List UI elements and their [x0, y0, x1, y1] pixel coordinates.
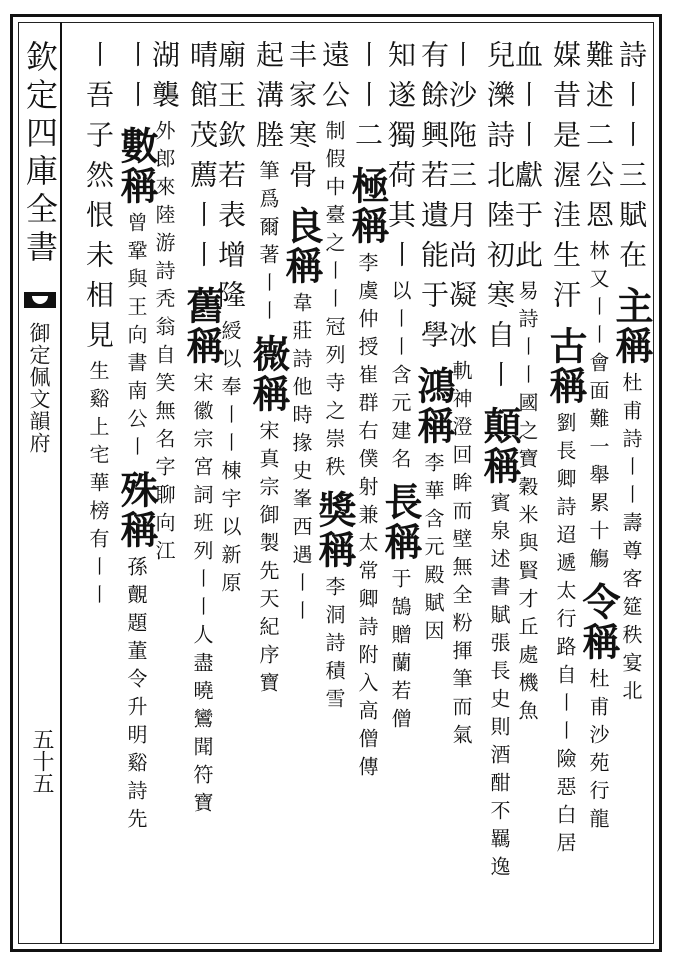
- entry-text: 知遂獨荷其〡: [384, 40, 417, 280]
- entry-text: 詩〡〡三賦在: [615, 40, 648, 280]
- entry-heading: 良稱: [279, 206, 324, 286]
- text-column: [82, 40, 115, 612]
- entry-heading: 令稱: [576, 582, 621, 662]
- text-column: [114, 40, 159, 836]
- entry-text: 以〡〡含元建名: [388, 280, 412, 476]
- text-column: [180, 40, 225, 820]
- entry-heading: 舊稱: [180, 286, 225, 366]
- entry-heading: 主稱: [609, 286, 654, 366]
- work-title: 御定佩文韻府: [27, 322, 51, 454]
- entry-text: 詩附入高僧傳: [355, 616, 379, 784]
- entry-text: 晴館茂薦〡〡: [186, 40, 219, 280]
- entry-text: 韋莊詩他時掾史: [289, 292, 313, 488]
- entry-heading: 顛稱: [477, 406, 522, 486]
- fish-tail-mark-icon: [24, 292, 56, 308]
- text-column: [378, 40, 423, 736]
- entry-heading: 古稱: [543, 326, 588, 406]
- entry-text: 〡沙陁三月尚凝冰: [445, 40, 478, 360]
- entry-text: 杜甫沙苑行龍: [586, 668, 610, 836]
- book-title: 欽定四庫全書: [21, 40, 59, 268]
- entry-text: 林又〡〡會面難一舉累十觴: [586, 240, 610, 576]
- entry-heading: 殊稱: [114, 470, 159, 550]
- page-number: 五十五: [29, 728, 54, 794]
- entry-text: 廟王欽若表增隆: [214, 40, 247, 320]
- text-column: [345, 40, 390, 784]
- entry-text: 劉長卿詩迢遞太行路自〡〡險惡白居: [553, 412, 577, 860]
- entry-text: 軌神澄回眸而壁無全粉揮筆而氣: [449, 360, 473, 752]
- entry-text: 〡〡二: [351, 40, 384, 160]
- entry-text: 孫覿題董令升明谿詩先: [124, 556, 148, 836]
- entry-text: 制假中臺之〡〡冠列寺之崇秩: [322, 120, 346, 484]
- entry-text: 峯西遇〡〡: [289, 488, 313, 628]
- entry-text: 李虞仲授崔群右僕射兼太常卿: [355, 252, 379, 616]
- text-column: [543, 40, 588, 860]
- entry-text: 生谿上宅華榜有〡〡: [86, 360, 110, 612]
- entry-heading: 獎稱: [312, 490, 357, 570]
- entry-text: 湖襲: [148, 40, 181, 120]
- entry-heading: 極稱: [345, 166, 390, 246]
- entry-text: 賓泉述書賦張長史則酒酣不羈逸: [487, 492, 511, 884]
- entry-text: 綬以奉〡〡棟宇以新原: [218, 320, 242, 600]
- entry-heading: 嶶稱: [246, 334, 291, 414]
- entry-text: 兒濼詩北陸初寒自〡: [483, 40, 516, 400]
- entry-heading: 鴻稱: [411, 366, 456, 446]
- entry-text: 難述二公恩: [582, 40, 615, 240]
- entry-text: 外郎來陸游詩秃翁自笑無名字聊向江: [152, 120, 176, 568]
- entry-text: 筆爲爾著〡〡: [256, 160, 280, 328]
- text-column: [246, 40, 291, 700]
- text-column: [576, 40, 621, 836]
- entry-text: 于鵠贈蘭若僧: [388, 568, 412, 736]
- entry-text: 丰家寒骨: [285, 40, 318, 200]
- entry-text: 遠公: [318, 40, 351, 120]
- entry-text: 〡〡: [120, 40, 153, 120]
- entry-text: 杜甫詩〡〡壽尊客筵秩宴北: [619, 372, 643, 708]
- entry-heading: 長稱: [378, 482, 423, 562]
- text-column: [477, 40, 522, 884]
- entry-heading: 數稱: [114, 126, 159, 206]
- entry-text: 有餘興若遺能于學: [417, 40, 450, 360]
- entry-text: 易詩〡〡國之寶穀米與賢才丘處機魚: [515, 280, 539, 728]
- entry-text: 起溝塍: [252, 40, 285, 160]
- entry-text: 李洞詩積雪: [322, 576, 346, 716]
- entry-text: 媒昔是渥洼生汗: [549, 40, 582, 320]
- entry-text: 宋真宗御製先天紀序寶: [256, 420, 280, 700]
- entry-text: 宋徽宗宮詞班列〡〡人盡曉鸞聞符寶: [190, 372, 214, 820]
- entry-text: 李華含元殿賦因: [421, 452, 445, 648]
- text-column: [312, 40, 357, 716]
- entry-text: 曾鞏與王向書南公〡: [124, 212, 148, 464]
- entry-text: 〡吾子然恨未相見: [82, 40, 115, 360]
- entry-text: 血〡〡獻于此: [511, 40, 544, 280]
